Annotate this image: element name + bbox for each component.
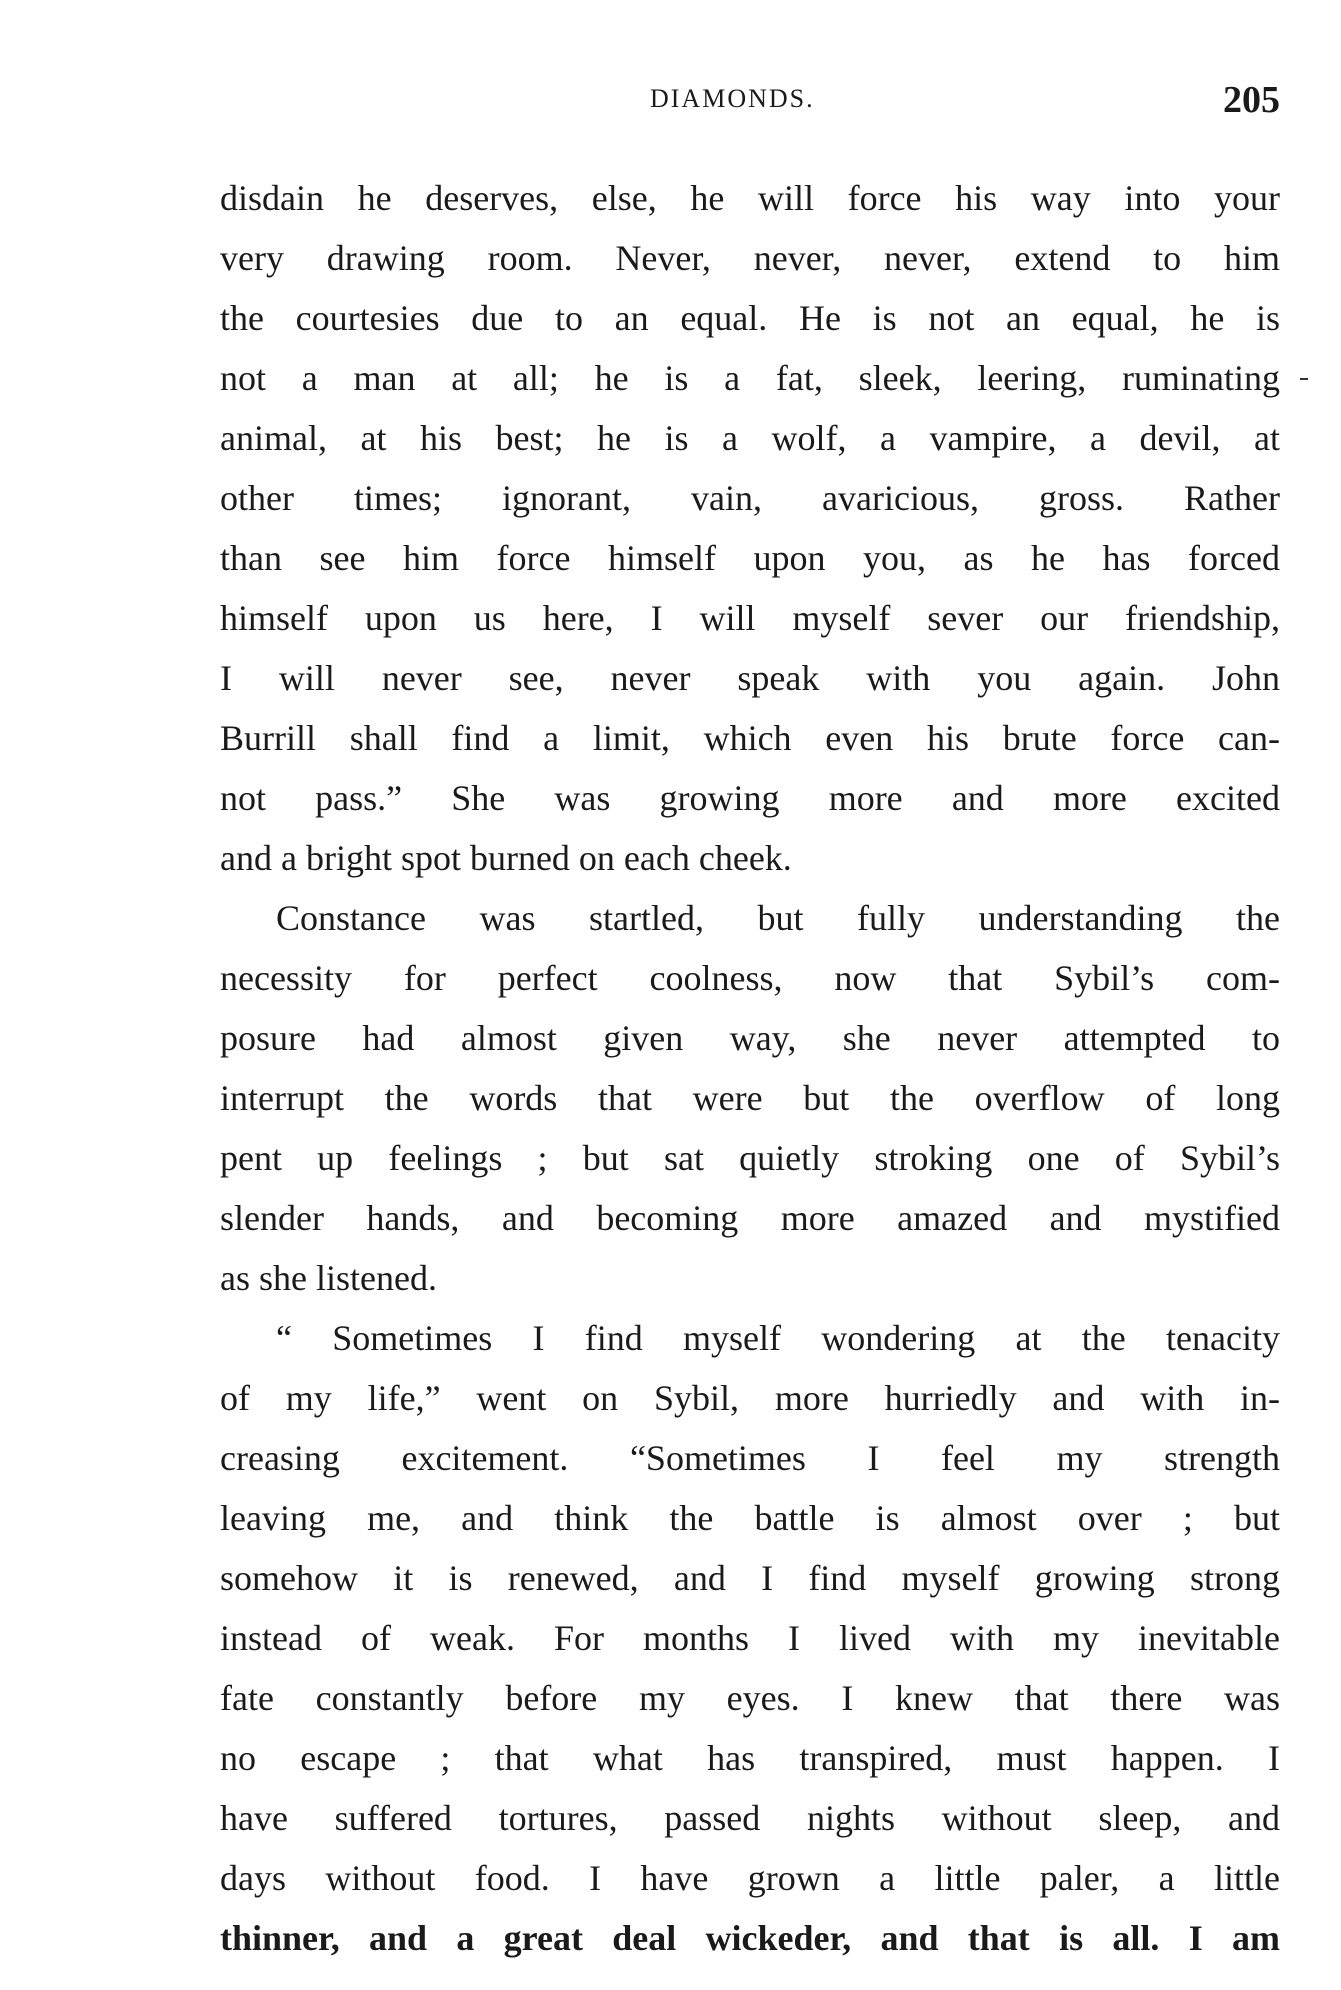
text-line: pent up feelings ; but sat quietly stroking one of Sybil’s [220,1138,1280,1178]
paragraph-start-line: Constance was startled, but fully understanding the [276,898,1280,938]
text-line: have suffered tortures, passed nights without sleep, and [220,1798,1280,1838]
text-line: of my life,” went on Sybil, more hurriedly and with in- [220,1378,1280,1418]
text-line: instead of weak. For months I lived with my inevitable [220,1618,1280,1658]
page-number: 205 [1223,79,1280,121]
text-line: Burrill shall find a limit, which even his brute force can- [220,718,1280,758]
text-line: thinner, and a great deal wickeder, and that is all. I am [220,1918,1280,1958]
text-line: disdain he deserves, else, he will force his way into your [220,178,1280,218]
text-line: no escape ; that what has transpired, must happen. I [220,1738,1280,1778]
paragraph-end-line: as she listened. [220,1258,437,1298]
text-line: slender hands, and becoming more amazed and mystified [220,1198,1280,1238]
text-line: necessity for perfect coolness, now that Sybil’s com- [220,958,1280,998]
text-line: himself upon us here, I will myself sever our friendship, [220,598,1280,638]
text-line: animal, at his best; he is a wolf, a vampire, a devil, at [220,418,1280,458]
running-head [220,78,1280,134]
text-line: somehow it is renewed, and I find myself growing strong [220,1558,1280,1598]
text-line: days without food. I have grown a little paler, a little [220,1858,1280,1898]
body-text [220,168,1280,1968]
text-line: not pass.” She was growing more and more excited [220,778,1280,818]
margin-mark [1300,378,1308,380]
text-line: not a man at all; he is a fat, sleek, leering, ruminating [220,358,1280,398]
text-line: I will never see, never speak with you again. John [220,658,1280,698]
text-line: posure had almost given way, she never attempted to [220,1018,1280,1058]
text-line: other times; ignorant, vain, avaricious, gross. Rather [220,478,1280,518]
paragraph-start-line: “ Sometimes I find myself wondering at the tenacity [276,1318,1280,1358]
text-line: the courtesies due to an equal. He is not an equal, he is [220,298,1280,338]
text-line: creasing excitement. “Sometimes I feel my strength [220,1438,1280,1478]
text-line: fate constantly before my eyes. I knew that there was [220,1678,1280,1718]
text-line: interrupt the words that were but the overflow of long [220,1078,1280,1118]
paragraph-end-line: and a bright spot burned on each cheek. [220,838,792,878]
text-line: very drawing room. Never, never, never, extend to him [220,238,1280,278]
text-line: than see him force himself upon you, as he has forced [220,538,1280,578]
running-title: DIAMONDS. [650,84,815,113]
text-line: leaving me, and think the battle is almost over ; but [220,1498,1280,1538]
